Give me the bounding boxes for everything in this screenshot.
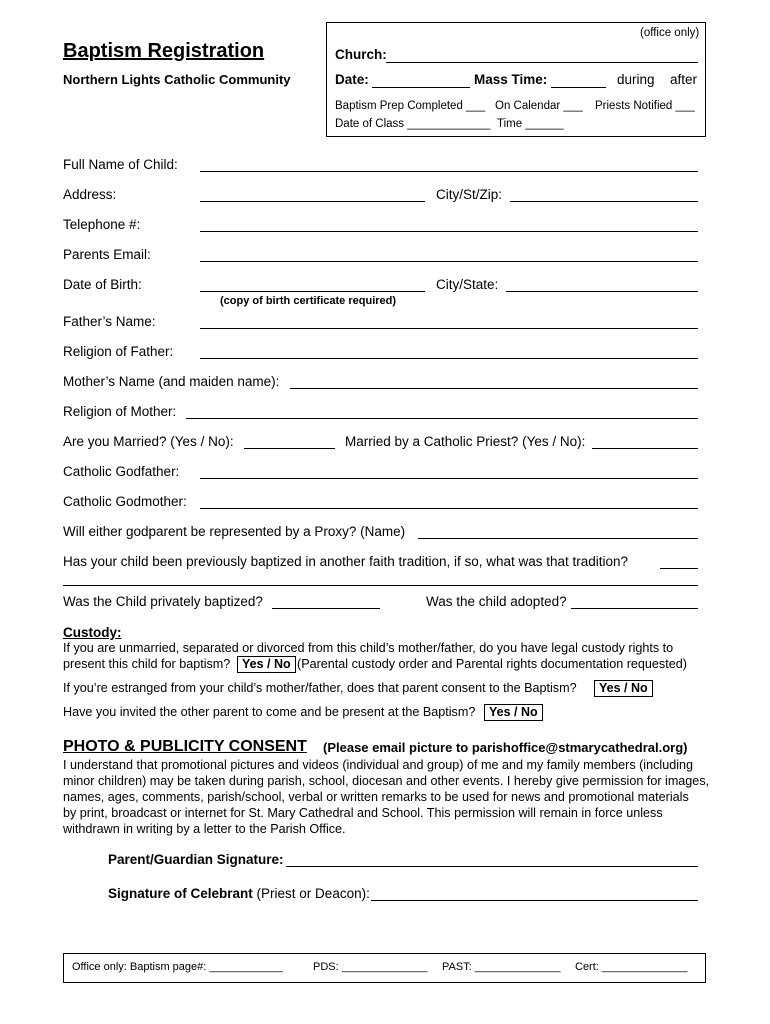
cert-field[interactable]: Cert: ______________ [575,961,688,973]
date-of-class[interactable]: Date of Class _____________ [335,118,491,130]
adopted-label: Was the child adopted? [426,594,567,609]
photo-consent-line3: names, ages, comments, parish/school, verbal or written remarks to be used for news and promotional materials [63,790,689,804]
pds-field[interactable]: PDS: ______________ [313,961,428,973]
privately-baptized-label: Was the Child privately baptized? [63,594,263,609]
godfather-label: Catholic Godfather: [63,464,180,479]
priests-notified[interactable]: Priests Notified ___ [595,100,695,112]
custody-heading: Custody: [63,625,122,640]
photo-consent-line4: by print, broadcast or internet for St. Mary Cathedral and School. This permission will remain in force unless [63,806,663,820]
celebrant-signature-label [108,886,370,901]
during-option[interactable]: during [617,72,655,87]
married-priest-label: Married by a Catholic Priest? (Yes / No): [345,434,586,449]
fathers-name-label: Father’s Name: [63,314,156,329]
prev-baptized-label: Has your child been previously baptized in another faith tradition, if so, what was that tradition? [63,554,629,569]
office-only-note: (office only) [640,27,700,39]
adopted-field[interactable] [571,608,698,609]
mothers-name-field[interactable] [290,388,698,389]
godmother-label: Catholic Godmother: [63,494,187,509]
church-label: Church: [335,47,387,62]
parents-email-label: Parents Email: [63,247,151,262]
married-label: Are you Married? (Yes / No): [63,434,234,449]
custody-line2a: present this child for baptism? [63,657,231,671]
photo-consent-heading: PHOTO & PUBLICITY CONSENT [63,738,307,755]
religion-mother-label: Religion of Mother: [63,404,177,419]
privately-baptized-field[interactable] [272,608,380,609]
parents-email-field[interactable] [200,261,698,262]
married-priest-field[interactable] [592,448,698,449]
celebrant-signature-field[interactable] [371,900,698,901]
date-label: Date: [335,72,369,87]
married-field[interactable] [244,448,335,449]
invited-label: Have you invited the other parent to come and be present at the Baptism? [63,705,476,719]
custody-yes-no[interactable]: Yes / No [237,656,296,673]
religion-father-label: Religion of Father: [63,344,174,359]
past-field[interactable]: PAST: ______________ [442,961,561,973]
mothers-name-label: Mother’s Name (and maiden name): [63,374,280,389]
estranged-label: If you’re estranged from your child’s mother/father, does that parent consent to the Baptism? [63,681,577,695]
godmother-field[interactable] [200,508,698,509]
full-name-field[interactable] [200,171,698,172]
custody-line1: If you are unmarried, separated or divorced from this child’s mother/father, do you have legal custody rights to [63,641,674,655]
prev-baptized-field[interactable] [660,568,698,569]
celebrant-label-rest: (Priest or Deacon): [256,886,370,901]
date-of-birth-field[interactable] [200,291,425,292]
photo-consent-line1: I understand that promotional pictures and videos (individual and group) of me and my family members (including [63,758,694,772]
godfather-field[interactable] [200,478,698,479]
city-st-zip-label: City/St/Zip: [436,187,503,202]
photo-email-note: (Please email picture to parishoffice@stmarycathedral.org) [323,740,688,755]
address-label: Address: [63,187,117,202]
photo-consent-line2: minor children) may be taken during parish, school, diocesan and other events. I hereby give permission for images, [63,774,710,788]
parent-signature-field[interactable] [286,866,698,867]
prep-completed[interactable]: Baptism Prep Completed ___ [335,100,486,112]
church-field[interactable] [386,62,698,63]
fathers-name-field[interactable] [200,328,698,329]
proxy-label: Will either godparent be represented by a Proxy? (Name) [63,524,406,539]
date-field[interactable] [372,87,470,88]
date-of-birth-label: Date of Birth: [63,277,142,292]
telephone-field[interactable] [200,231,698,232]
city-state-label: City/State: [436,277,499,292]
birth-cert-note: (copy of birth certificate required) [220,295,397,307]
class-time[interactable]: Time ______ [497,118,564,130]
community-name: Northern Lights Catholic Community [63,72,291,87]
after-option[interactable]: after [670,72,698,87]
invited-yes-no[interactable]: Yes / No [484,704,543,721]
mass-time-field[interactable] [551,87,606,88]
telephone-label: Telephone #: [63,217,141,232]
page-title: Baptism Registration [63,40,265,62]
mass-time-label: Mass Time: [474,72,548,87]
celebrant-label-bold: Signature of Celebrant [108,886,253,901]
estranged-yes-no[interactable]: Yes / No [594,680,653,697]
city-st-zip-field[interactable] [510,201,698,202]
city-state-field[interactable] [506,291,698,292]
religion-mother-field[interactable] [186,418,698,419]
religion-father-field[interactable] [200,358,698,359]
photo-consent-line5: withdrawn in writing by a letter to the Parish Office. [63,822,346,836]
custody-line2b: (Parental custody order and Parental rights documentation requested) [297,657,687,671]
parent-signature-label: Parent/Guardian Signature: [108,852,284,867]
baptism-page-field[interactable]: Office only: Baptism page#: ____________ [72,961,283,973]
full-name-label: Full Name of Child: [63,157,178,172]
address-field[interactable] [200,201,425,202]
prev-baptized-field-line2[interactable] [63,585,698,586]
proxy-field[interactable] [418,538,698,539]
on-calendar[interactable]: On Calendar ___ [495,100,583,112]
